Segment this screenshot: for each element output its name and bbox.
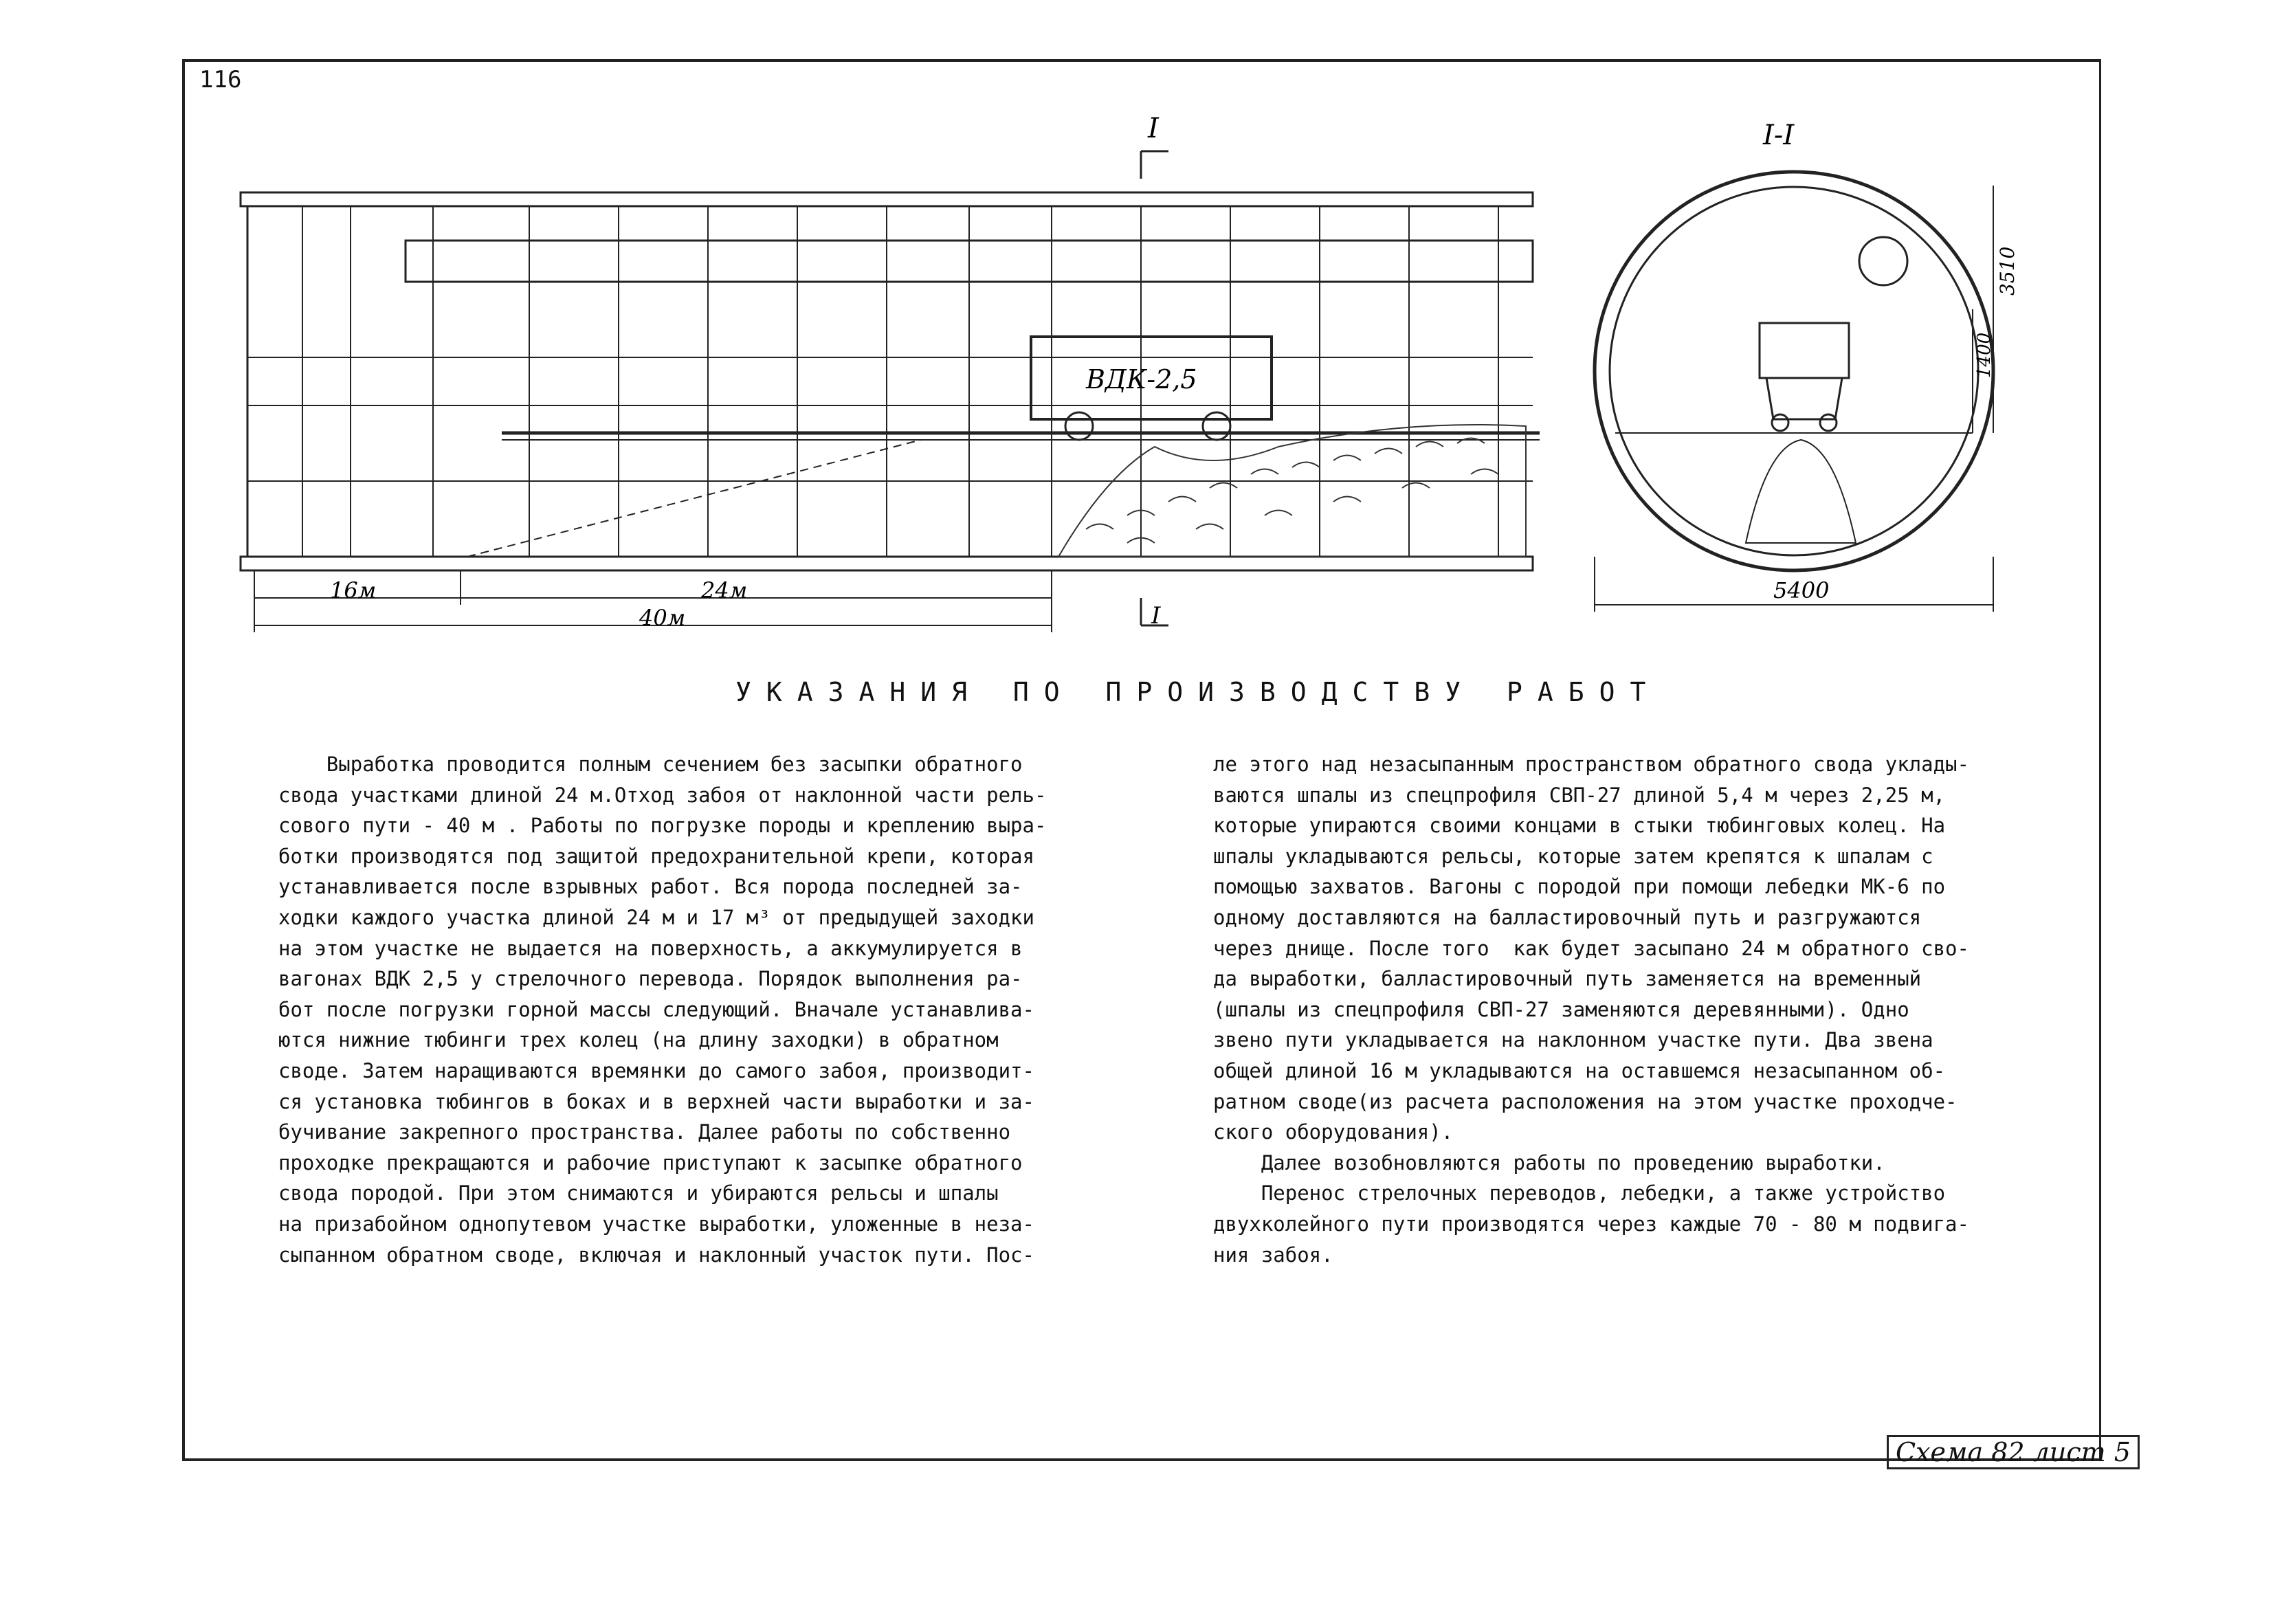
text-line: одному доставляются на балластировочный путь и разгружаются (1213, 905, 1922, 929)
cross-section (1595, 172, 1993, 612)
text-line: свода участками длиной 24 м.Отход забоя от наклонной части рель- (278, 783, 1047, 807)
text-line: на этом участке не выдается на поверхность, а аккумулируется в (278, 936, 1023, 960)
text-line: общей длиной 16 м укладываются на оставшемся незасыпанном об- (1213, 1058, 1946, 1082)
text-line: бот после погрузки горной массы следующий. Вначале устанавлива- (278, 997, 1034, 1021)
dim-5400: 5400 (1773, 577, 1830, 603)
text-column-left (278, 749, 1076, 1270)
page-number: 116 (199, 66, 242, 93)
text-line: двухколейного пути производятся через каждые 70 - 80 м подвига- (1213, 1212, 1969, 1236)
text-line: своде. Затем наращиваются времянки до самого забоя, производит- (278, 1058, 1034, 1082)
text-line: да выработки, балластировочный путь заменяется на временный (1213, 967, 1922, 991)
text-line: сыпанном обратном своде, включая и наклонный участок пути. Пос- (278, 1243, 1034, 1267)
section-title: I-I (1763, 120, 1795, 151)
text-line: вагонах ВДК 2,5 у стрелочного перевода. Порядок выполнения ра- (278, 967, 1023, 991)
dim-3510: 3510 (1996, 246, 2019, 296)
text-line: ского оборудования). (1213, 1120, 1454, 1144)
text-line: помощью захватов. Вагоны с породой при помощи лебедки МК-6 по (1213, 875, 1946, 899)
text-line: устанавливается после взрывных работ. Вся порода последней за- (278, 875, 1023, 899)
text-line: Выработка проводится полным сечением без засыпки обратного (278, 753, 1023, 776)
section-heading: УКАЗАНИЯ ПО ПРОИЗВОДСТВУ РАБОТ (735, 677, 1661, 707)
dim-1400: 1400 (1974, 332, 1995, 378)
text-line: проходке прекращаются и рабочие приступают к засыпке обратного (278, 1150, 1023, 1175)
text-line: сового пути - 40 м . Работы по погрузке породы и креплению выра- (278, 814, 1047, 838)
text-line: ваются шпалы из спецпрофиля СВП-27 длиной 5,4 м через 2,25 м, (1213, 783, 1946, 807)
text-line: Перенос стрелочных переводов, лебедки, а также устройство (1213, 1181, 1946, 1205)
dim-40m: 40м (639, 605, 686, 631)
text-line: ле этого над незасыпанным пространством обратного свода уклады- (1213, 753, 1969, 776)
text-line: через днище. После того как будет засыпано 24 м обратного сво- (1213, 936, 1969, 960)
text-line: ся установка тюбингов в боках и в верхней части выработки и за- (278, 1089, 1034, 1113)
section-mark-bottom: I (1151, 602, 1161, 630)
text-line: бучивание закрепного пространства. Далее работы по собственно (278, 1120, 1011, 1144)
dim-16m: 16м (330, 577, 377, 603)
text-line: Далее возобновляются работы по проведению выработки. (1213, 1150, 1885, 1175)
text-line: свода породой. При этом снимаются и убираются рельсы и шпалы (278, 1181, 999, 1205)
text-line: шпалы укладываются рельсы, которые затем крепятся к шпалам с (1213, 844, 1933, 868)
text-line: ются нижние тюбинги трех колец (на длину заходки) в обратном (278, 1028, 999, 1052)
wagon-label: ВДК-2,5 (1086, 364, 1197, 394)
text-line: ратном своде(из расчета расположения на этом участке проходче- (1213, 1089, 1958, 1113)
text-line: звено пути укладывается на наклонном участке пути. Два звена (1213, 1028, 1933, 1052)
text-line: на призабойном однопутевом участке выработки, уложенные в неза- (278, 1212, 1034, 1236)
text-line: которые упираются своими концами в стыки тюбинговых колец. На (1213, 814, 1946, 838)
text-column-right (1213, 749, 2017, 1270)
longitudinal-section (241, 192, 1540, 570)
sheet-stamp: Схема 82 лист 5 (1887, 1435, 2140, 1469)
section-mark-top: I (1148, 117, 1159, 144)
text-line: ния забоя. (1213, 1243, 1333, 1267)
tunnel-drawing (234, 117, 2089, 653)
text-line: ботки производятся под защитой предохранительной крепи, которая (278, 844, 1034, 868)
rock-pile (1058, 425, 1526, 557)
text-line: (шпалы из спецпрофиля СВП-27 заменяются деревянными). Одно (1213, 997, 1909, 1021)
text-line: ходки каждого участка длиной 24 м и 17 м³ от предыдущей заходки (278, 905, 1034, 929)
dim-24m: 24м (701, 577, 748, 603)
